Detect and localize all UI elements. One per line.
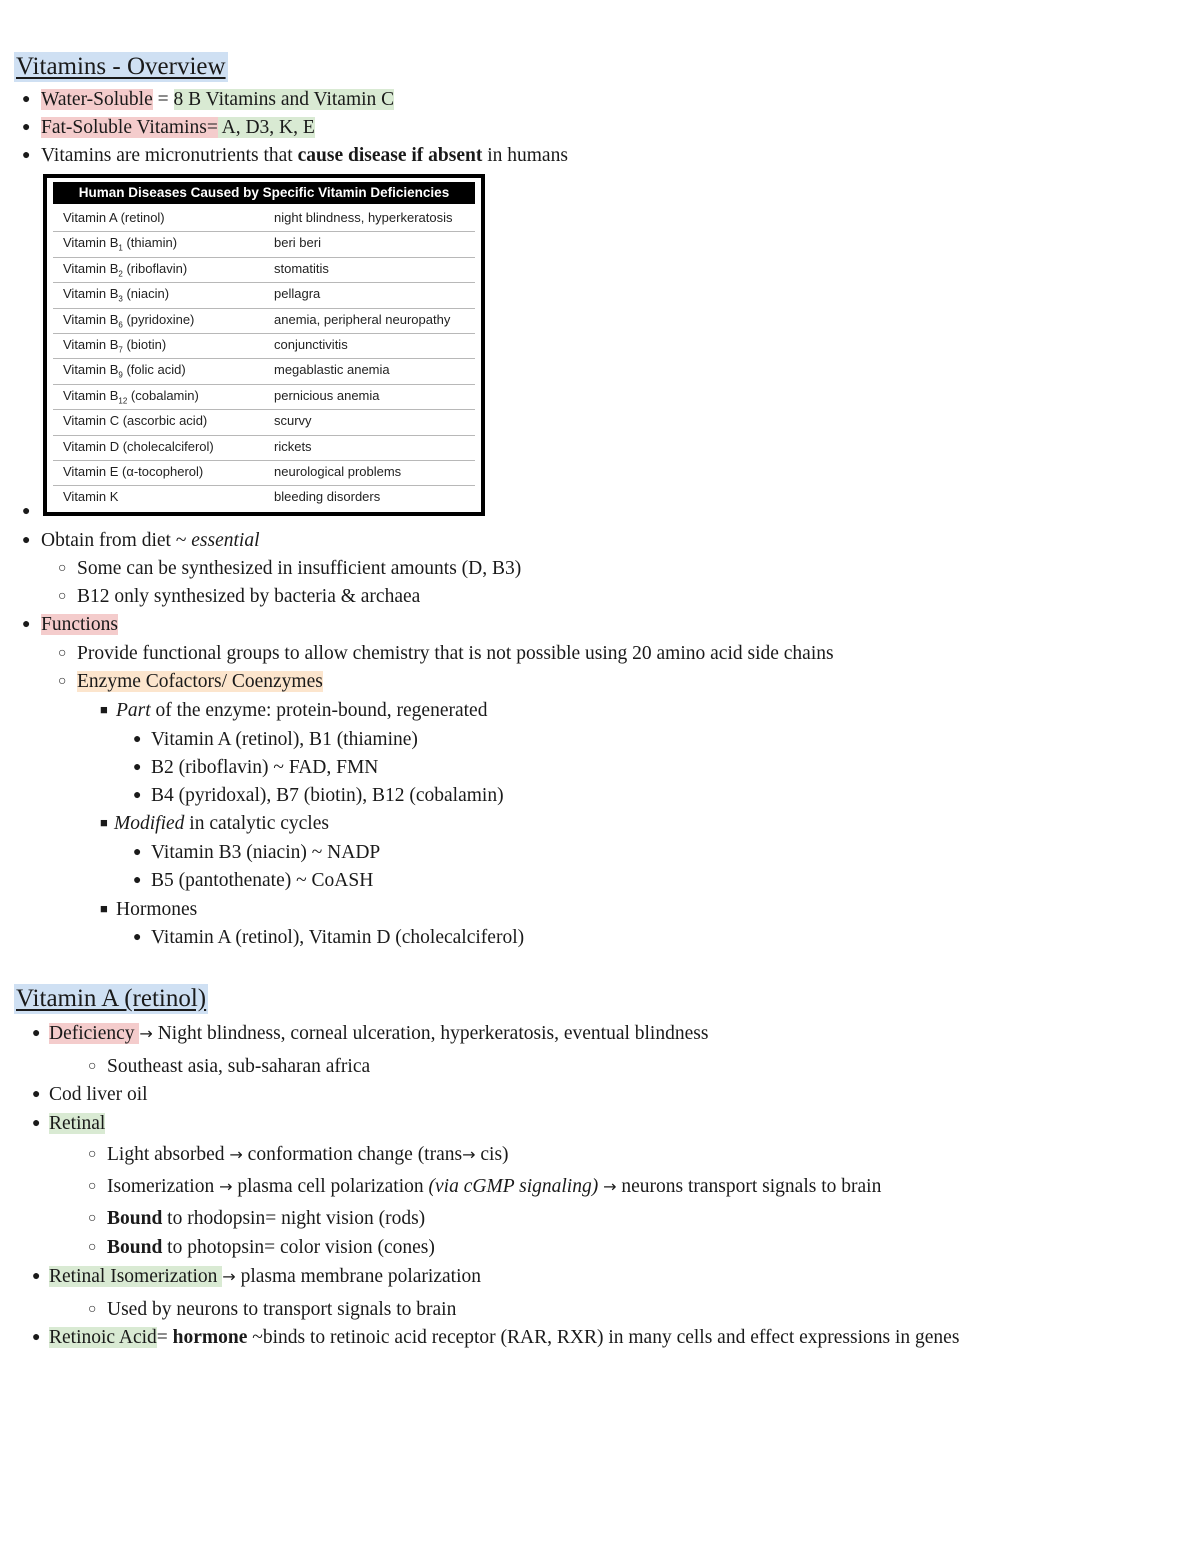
bullet-icon bbox=[133, 925, 151, 953]
table-row bbox=[53, 231, 475, 257]
hollow-bullet-icon bbox=[88, 1206, 107, 1234]
list-item-cofactors: ○Enzyme Cofactors/ Coenzymes bbox=[58, 669, 323, 697]
bullet-icon bbox=[32, 1111, 49, 1139]
disease-cell: stomatitis bbox=[274, 260, 329, 276]
table-row bbox=[53, 384, 475, 410]
arrow-right-icon: → bbox=[222, 1267, 236, 1286]
hollow-bullet-icon bbox=[88, 1054, 107, 1082]
list-item-rhodopsin: ○Bound to rhodopsin= night vision (rods) bbox=[88, 1206, 425, 1234]
vitamin-cell: Vitamin $B_1$ (thiamin) bbox=[63, 235, 178, 253]
list-item-light-absorbed: ○Light absorbed → conformation change (trans→ cis) bbox=[88, 1142, 509, 1170]
table-title: Human Diseases Caused by Specific Vitamin Deficiencies bbox=[53, 182, 475, 204]
disease-cell: pernicious anemia bbox=[274, 387, 380, 403]
list-item-retinal: ●Retinal bbox=[32, 1111, 105, 1139]
vitamin-deficiency-table bbox=[43, 174, 485, 516]
vitamin-cell: Vitamin $B_3$ (niacin) bbox=[63, 286, 170, 304]
list-item-modified: ■Modified in catalytic cycles bbox=[100, 811, 329, 838]
list-item-cod-liver-oil: ●Cod liver oil bbox=[32, 1082, 148, 1110]
arrow-right-icon: → bbox=[139, 1024, 153, 1043]
square-bullet-icon bbox=[100, 698, 116, 725]
list-item-provide: ○Provide functional groups to allow chemistry that is not possible using 20 amino acid side chains bbox=[58, 641, 834, 669]
heading-vitamins-overview: Vitamins - Overview bbox=[16, 53, 226, 80]
hollow-bullet-icon bbox=[58, 669, 77, 697]
table-row bbox=[53, 485, 475, 510]
list-item-b12: ○B12 only synthesized by bacteria & archaea bbox=[58, 584, 420, 612]
table-row bbox=[53, 409, 475, 435]
hollow-bullet-icon bbox=[58, 641, 77, 669]
hollow-bullet-icon bbox=[58, 584, 77, 612]
list-item-hormones: ■Hormones bbox=[100, 897, 197, 924]
table-row bbox=[53, 460, 475, 486]
bullet-icon bbox=[22, 87, 41, 115]
square-bullet-icon bbox=[100, 811, 114, 838]
table-row bbox=[53, 257, 475, 283]
bullet-icon bbox=[32, 1264, 49, 1292]
bullet-icon bbox=[22, 499, 41, 527]
disease-cell: rickets bbox=[274, 438, 312, 454]
list-item-functions: ●Functions bbox=[22, 612, 118, 640]
hollow-bullet-icon bbox=[88, 1235, 107, 1263]
heading-vitamin-a: Vitamin A (retinol) bbox=[16, 985, 207, 1012]
list-item-photopsin: ○Bound to photopsin= color vision (cones) bbox=[88, 1235, 435, 1263]
vitamin-cell: Vitamin $B_2$ (riboflavin) bbox=[63, 260, 188, 279]
vitamin-cell: Vitamin $B_7$ (biotin) bbox=[63, 337, 167, 355]
arrow-right-icon: → bbox=[229, 1145, 243, 1164]
disease-cell: neurological problems bbox=[274, 464, 402, 479]
list-item-regions: ○Southeast asia, sub-saharan africa bbox=[88, 1054, 370, 1082]
list-item-deficiency: ●Deficiency → Night blindness, corneal ulceration, hyperkeratosis, eventual blindness bbox=[32, 1021, 708, 1049]
vitamin-cell: Vitamin A (retinol) bbox=[63, 210, 165, 225]
disease-cell: night blindness, hyperkeratosis bbox=[274, 210, 453, 225]
table-row bbox=[53, 435, 475, 461]
list-item-mod-b: ●B5 (pantothenate) ~ CoASH bbox=[133, 868, 373, 896]
disease-cell: beri beri bbox=[274, 235, 321, 251]
list-item-water-soluble: ●Water-Soluble = 8 B Vitamins and Vitamin C bbox=[22, 87, 394, 115]
bullet-icon bbox=[32, 1021, 49, 1049]
list-item-retinal-isomerization: ●Retinal Isomerization → plasma membrane polarization bbox=[32, 1264, 481, 1292]
bullet-icon bbox=[22, 612, 41, 640]
list-item-diet: ●Obtain from diet ~ essential bbox=[22, 528, 260, 556]
list-item-part-b: ●B2 (riboflavin) ~ FAD, FMN bbox=[133, 755, 378, 783]
hollow-bullet-icon bbox=[88, 1142, 107, 1170]
arrow-right-icon: → bbox=[603, 1177, 617, 1196]
bullet-icon bbox=[22, 528, 41, 556]
vitamin-cell: Vitamin $B_{12}$ (cobalamin) bbox=[63, 387, 199, 406]
vitamin-cell: Vitamin $B_6$ (pyridoxine) bbox=[63, 311, 195, 330]
bullet-icon bbox=[133, 783, 151, 811]
table-row bbox=[53, 282, 475, 308]
vitamin-cell: Vitamin K bbox=[63, 489, 119, 505]
table-row bbox=[53, 333, 475, 359]
list-item-part-c: ●B4 (pyridoxal), B7 (biotin), B12 (cobalamin) bbox=[133, 783, 504, 811]
bullet-icon bbox=[133, 840, 151, 868]
bullet-icon bbox=[133, 868, 151, 896]
bullet-icon bbox=[22, 115, 41, 143]
list-item-retinoic-acid: ●Retinoic Acid= hormone ~binds to retinoic acid receptor (RAR, RXR) in many cells and effect expressions in genes bbox=[32, 1325, 959, 1353]
disease-cell: bleeding disorders bbox=[274, 489, 381, 505]
arrow-right-icon: → bbox=[462, 1145, 476, 1164]
vitamin-cell: Vitamin D (cholecalciferol) bbox=[63, 438, 214, 454]
bullet-icon bbox=[133, 755, 151, 783]
list-item-mod-a: ●Vitamin B3 (niacin) ~ NADP bbox=[133, 840, 380, 868]
list-item-neurons: ○Used by neurons to transport signals to brain bbox=[88, 1297, 456, 1325]
hollow-bullet-icon bbox=[88, 1174, 107, 1202]
arrow-right-icon: → bbox=[219, 1177, 233, 1196]
bullet-icon bbox=[32, 1082, 49, 1110]
table-row bbox=[53, 206, 475, 232]
bullet-icon bbox=[133, 727, 151, 755]
list-item-synthesized: ○Some can be synthesized in insufficient amounts (D, B3) bbox=[58, 556, 521, 584]
vitamin-cell: Vitamin E (α-tocopherol) bbox=[63, 464, 204, 479]
list-item-micronutrients: ●Vitamins are micronutrients that cause disease if absent in humans bbox=[22, 143, 568, 171]
disease-cell: megablastic anemia bbox=[274, 362, 390, 378]
bullet-icon bbox=[32, 1325, 49, 1353]
bullet-icon bbox=[22, 143, 41, 171]
list-item-horm-a: ●Vitamin A (retinol), Vitamin D (cholecalciferol) bbox=[133, 925, 524, 953]
vitamin-cell: Vitamin C (ascorbic acid) bbox=[63, 413, 208, 429]
vitamin-cell: Vitamin $B_9$ (folic acid) bbox=[63, 362, 186, 380]
disease-cell: anemia, peripheral neuropathy bbox=[274, 311, 451, 327]
hollow-bullet-icon bbox=[58, 556, 77, 584]
list-item-isomerization: ○Isomerization → plasma cell polarization (via cGMP signaling) → neurons transport signals to brain bbox=[88, 1174, 881, 1202]
disease-cell: pellagra bbox=[274, 286, 321, 302]
list-item-part-of-enzyme: ■Part of the enzyme: protein-bound, regenerated bbox=[100, 698, 487, 725]
table-row bbox=[53, 358, 475, 384]
hollow-bullet-icon bbox=[88, 1297, 107, 1325]
square-bullet-icon bbox=[100, 897, 116, 924]
disease-cell: scurvy bbox=[274, 413, 312, 429]
list-item-part-a: ●Vitamin A (retinol), B1 (thiamine) bbox=[133, 727, 418, 755]
table-row bbox=[53, 308, 475, 334]
disease-cell: conjunctivitis bbox=[274, 337, 348, 352]
list-item-empty bbox=[22, 499, 41, 527]
list-item-fat-soluble: ●Fat-Soluble Vitamins= A, D3, K, E bbox=[22, 115, 315, 143]
